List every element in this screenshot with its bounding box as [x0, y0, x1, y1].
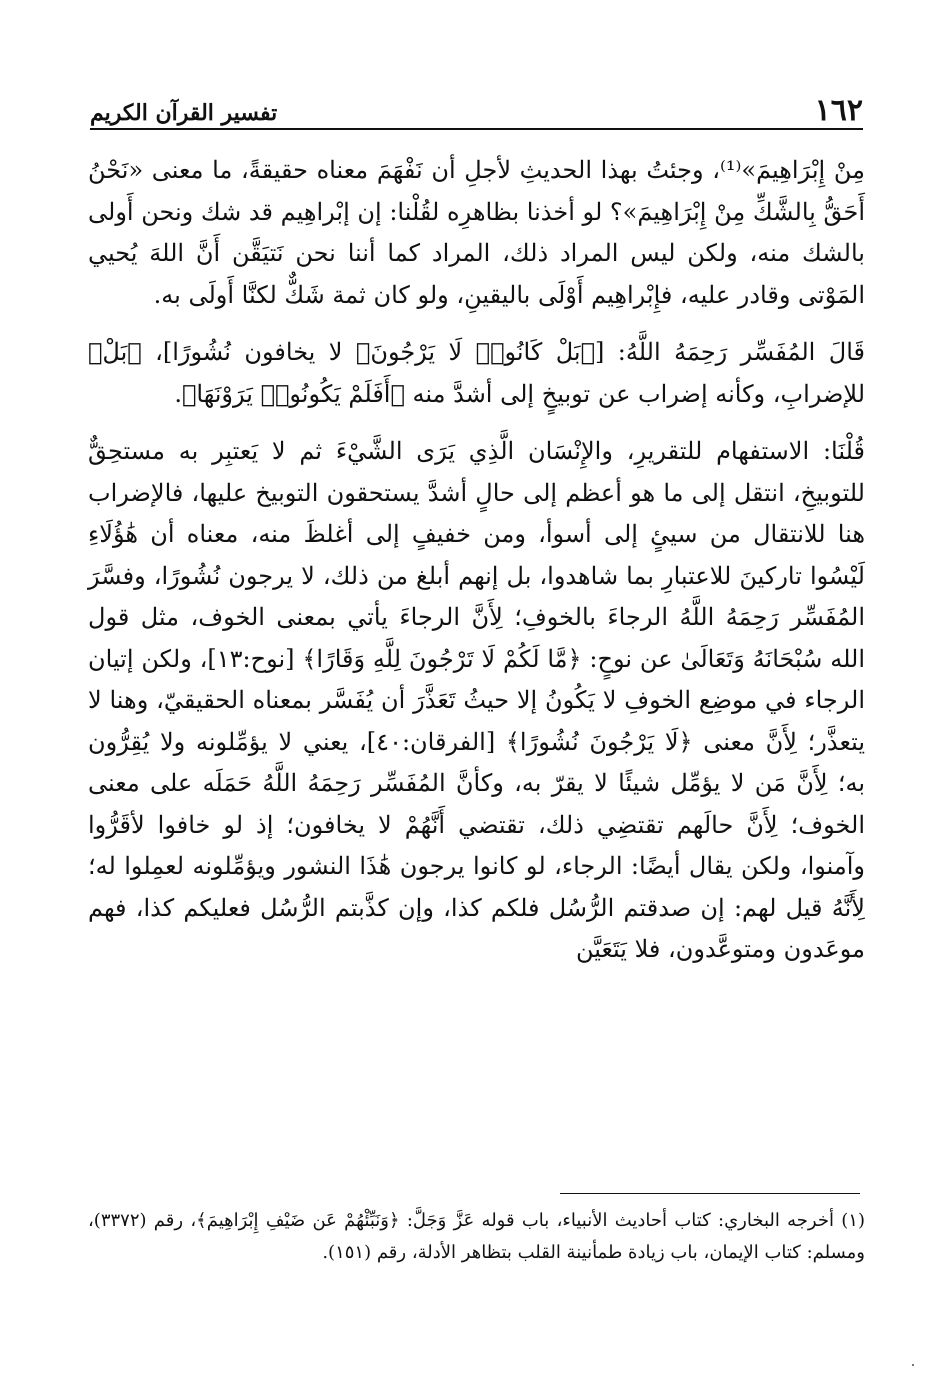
footnotes [88, 1205, 865, 1269]
paragraph: قُلْنَا: الاستفهام للتقريرِ، والإِنْسَان الَّذِي يَرَى الشَّيْءَ ثم لا يَعتبِر به مستحِقٌّ للتوبيخِ، انتقل إلى ما هو أعظم إلى حالٍ أشدَّ يستحقون التوبيخ عليها، فالإضراب هنا للانتقال من سيئٍ إلى أسوأ، ومن خفيفٍ إلى أغلظَ منه، معناه أن هَٰؤُلَاءِ لَيْسُوا تاركينَ للاعتبارِ بما شاهدوا، بل إنهم أبلغ من ذلك، لا يرجون نُشُورًا، وفسَّرَ المُفَسِّر رَحِمَهُ اللَّهُ الرجاءَ بالخوفِ؛ لِأَنَّ الرجاءَ يأتي بمعنى الخوف، مثل قول الله سُبْحَانَهُ وَتَعَالَىٰ عن نوحٍ: ﴿مَّا لَكُمْ لَا تَرْجُونَ لِلَّهِ وَقَارًا﴾ [نوح:١٣]، ولكن إتيان الرجاء في موضِع الخوفِ لا يَكُونُ إلا حيثُ تَعَذَّرَ أن يُفَسَّر بمعناه الحقيقيّ، وهنا لا يتعذَّر؛ لِأَنَّ معنى ﴿لَا يَرْجُونَ نُشُورًا﴾ [الفرقان:٤٠]، يعني لا يؤمِّلونه ولا يُقِرُّون به؛ لِأَنَّ مَن لا يؤمِّل شيئًا لا يقرّ به، وكأنَّ المُفَسِّر رَحِمَهُ اللَّهُ حَمَلَه على معنى الخوف؛ لِأَنَّ حالَهم تقتضِي ذلك، تقتضي أَنَّهُمْ لا يخافون؛ إذ لو خافوا لأقَرُّوا وآمنوا، ولكن يقال أيضًا: الرجاء، لو كانوا يرجون هَٰذَا النشور ويؤمِّلونه لعمِلوا له؛ لِأَنَّهُ قيل لهم: إن صدقتم الرُّسُل فلكم كذا، وإن كذَّبتم الرُّسُل فعليكم كذا، فهم موعَدون ومتوعَّدون، فلا يَتَعَيَّن [88, 437, 865, 963]
footnote: (١) أخرجه البخاري: كتاب أحاديث الأنبياء، باب قوله عَزَّ وَجَلَّ: ﴿وَنَبِّئْهُمْ عَن ضَيْفِ إِبْرَاهِيمَ﴾، رقم (٣٣٧٢)، ومسلم: كتاب الإيمان، باب زيادة طمأنينة القلب بتظاهر الأدلة، رقم (١٥١). [88, 1210, 865, 1263]
paragraph: قَالَ المُفَسِّر رَحِمَهُ اللَّهُ: [﴿بَلْ كَانُوا۟ لَا يَرْجُونَ﴾ لا يخافون نُشُورًا]، ﴿بَلْ﴾ للإضرابِ، وكأنه إضراب عن توبيخٍ إلى أشدَّ منه ﴿أَفَلَمْ يَكُونُوا۟ يَرَوْنَهَا﴾. [88, 338, 865, 408]
page-body [88, 150, 865, 971]
page-number: ١٦٢ [814, 93, 863, 128]
book-title: تفسير القرآن الكريم [90, 100, 278, 126]
paragraph: مِنْ إِبْرَاهِيمَ»⁽¹⁾، وجئتُ بهذا الحديثِ لأجلِ أن نَفْهَمَ معناه حقيقةً، ما معنى «نَحْنُ أَحَقُّ بِالشَّكِّ مِنْ إِبْرَاهِيمَ»؟ لو أخذنا بظاهرِه لقُلْنا: إن إبْراهِيم قد شك ونحن أَولى بالشك منه، ولكن ليس المراد ذلك، المراد كما أننا نحن نَتيَقَّن أَنَّ اللهَ يُحيي المَوْتى وقادر عليه، فإِبْراهِيم أَوْلَى باليقينِ، ولو كان ثمة شَكٌّ لكنَّا أَولَى به. [88, 156, 865, 309]
page-header [90, 92, 863, 130]
footnote-separator [560, 1193, 860, 1194]
scan-speck [912, 1364, 914, 1366]
